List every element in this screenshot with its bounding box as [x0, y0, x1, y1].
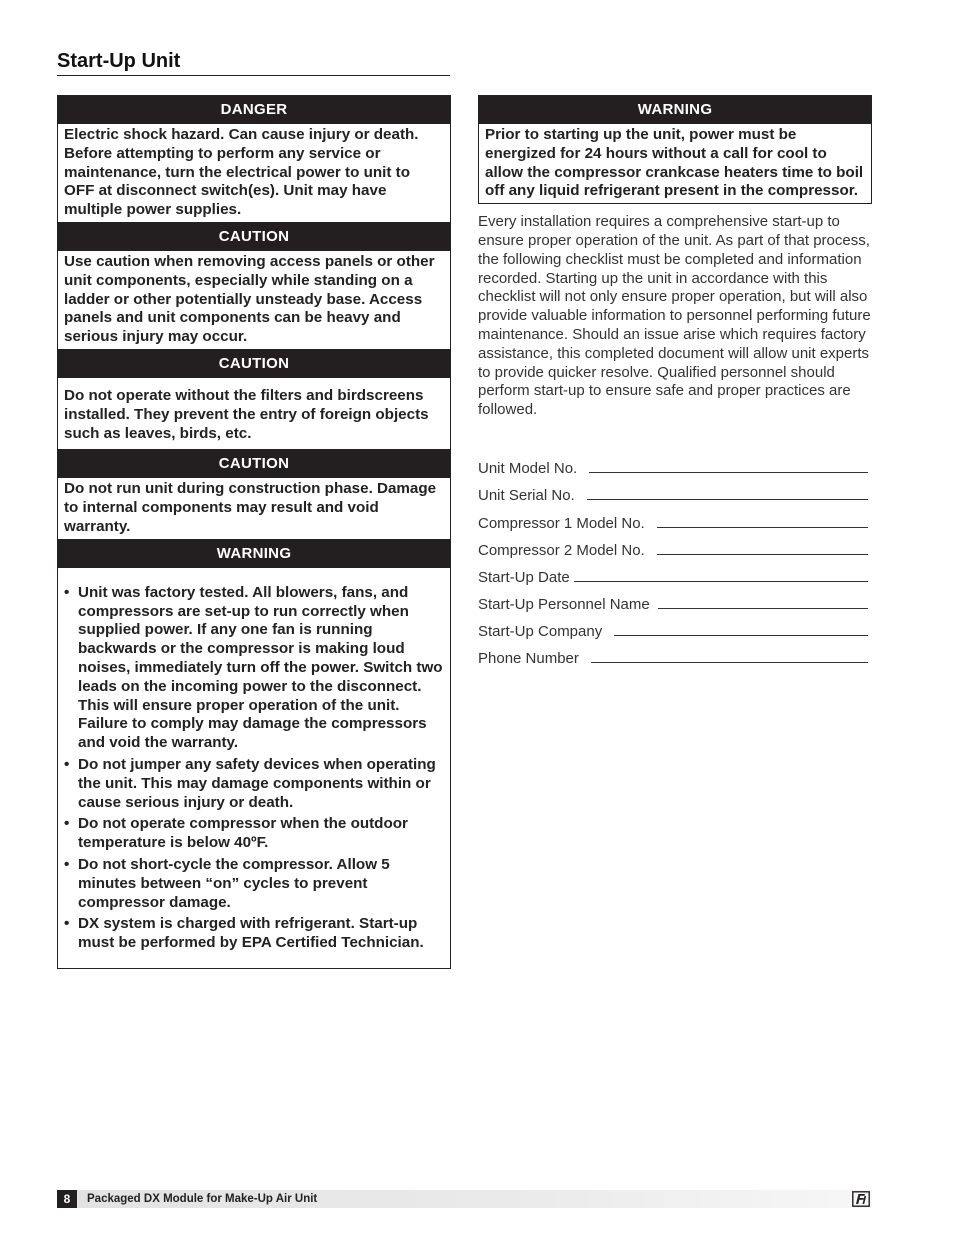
- page-number: 8: [57, 1190, 77, 1208]
- danger-text: Electric shock hazard. Can cause injury or death. Before attempting to perform any service or maintenance, turn the electrical power to unit to OFF at disconnect switch(es). Unit may have multiple power supplies.: [64, 126, 419, 219]
- field-label: Unit Serial No.: [478, 487, 575, 505]
- warning-box-crankcase: [478, 95, 872, 204]
- field-label: Start-Up Personnel Name: [478, 596, 650, 614]
- phone-number-field[interactable]: [478, 640, 872, 667]
- warning-heading: WARNING: [58, 540, 450, 568]
- caution-heading: CAUTION: [58, 223, 450, 251]
- warning-heading: WARNING: [479, 96, 871, 124]
- caution-text: Do not run unit during construction phase. Damage to internal components may result and void warranty.: [64, 480, 437, 535]
- caution-heading: CAUTION: [58, 350, 450, 378]
- warning-list: [64, 584, 444, 953]
- startup-checklist-fields: [478, 450, 872, 668]
- intro-paragraph: Every installation requires a comprehensive start-up to ensure proper operation of the unit. As part of that process, the following checklist must be completed and information recorded. Starting up the unit in accordance with this checklist will not only ensure proper operation, but will also provide valuable information to personnel performing future maintenance. Should an issue arise which requires factory assistance, this completed document will allow unit experts to provide quicker resolve. Qualified personnel should perform start-up to ensure safe and proper practices are followed.: [478, 213, 871, 419]
- field-label: Phone Number: [478, 650, 579, 668]
- caution-box-construction: [57, 450, 451, 539]
- warning-text: Prior to starting up the unit, power must be energized for 24 hours without a call for cool to allow the compressor crankcase heaters time to boil off any liquid refrigerant present in the compressor.: [485, 126, 864, 200]
- field-label: Start-Up Date: [478, 568, 570, 586]
- startup-date-field[interactable]: [478, 559, 872, 586]
- fill-in-line[interactable]: [657, 527, 868, 528]
- page-title: Start-Up Unit: [57, 50, 450, 76]
- danger-heading: DANGER: [58, 96, 450, 124]
- fill-in-line[interactable]: [587, 499, 868, 500]
- list-item: • Do not short-cycle the compressor. Allow 5 minutes between “on” cycles to prevent compressor damage.: [64, 856, 444, 912]
- fill-in-line[interactable]: [657, 554, 868, 555]
- right-column: [478, 95, 872, 667]
- startup-personnel-field[interactable]: [478, 586, 872, 613]
- fill-in-line[interactable]: [589, 472, 868, 473]
- field-label: Unit Model No.: [478, 460, 578, 478]
- unit-serial-field[interactable]: [478, 477, 872, 504]
- page-footer: [57, 1190, 872, 1208]
- left-column: [57, 95, 451, 969]
- caution-text: Do not operate without the filters and birdscreens installed. They prevent the entry of foreign objects such as leaves, birds, etc.: [64, 386, 429, 442]
- list-item: • DX system is charged with refrigerant. Start-up must be performed by EPA Certified Technician.: [64, 915, 444, 953]
- warning-box-operation: [57, 540, 451, 969]
- fill-in-line[interactable]: [614, 635, 868, 636]
- caution-heading: CAUTION: [58, 450, 450, 478]
- brand-logo-icon: [852, 1191, 870, 1207]
- field-label: Compressor 1 Model No.: [478, 514, 645, 532]
- fill-in-line[interactable]: [658, 608, 868, 609]
- danger-box: [57, 95, 451, 223]
- compressor-1-model-field[interactable]: [478, 504, 872, 531]
- field-label: Compressor 2 Model No.: [478, 541, 645, 559]
- compressor-2-model-field[interactable]: [478, 532, 872, 559]
- list-item: • Do not operate compressor when the outdoor temperature is below 40ºF.: [64, 815, 444, 853]
- list-item: • Unit was factory tested. All blowers, fans, and compressors are set-up to run correctly when supplied power. If any one fan is running backwards or the compressor is making loud noises, immediately turn off the power. Switch two leads on the incoming power to the disconnect. This will ensure proper operation of the unit. Failure to comply may damage the compressors and void the warranty.: [64, 584, 444, 753]
- caution-text: Use caution when removing access panels or other unit components, especially while standing on a ladder or other potentially unsteady base. Access panels and unit components can be heavy and serious injury may occur.: [64, 252, 435, 346]
- fill-in-line[interactable]: [591, 662, 868, 663]
- caution-box-filters: [57, 350, 451, 450]
- footer-title: Packaged DX Module for Make-Up Air Unit: [87, 1193, 318, 1205]
- unit-model-field[interactable]: [478, 450, 872, 477]
- caution-box-access-panels: [57, 223, 451, 350]
- fill-in-line[interactable]: [574, 581, 868, 582]
- field-label: Start-Up Company: [478, 623, 603, 641]
- list-item: • Do not jumper any safety devices when operating the unit. This may damage components within or cause serious injury or death.: [64, 756, 444, 812]
- startup-company-field[interactable]: [478, 613, 872, 640]
